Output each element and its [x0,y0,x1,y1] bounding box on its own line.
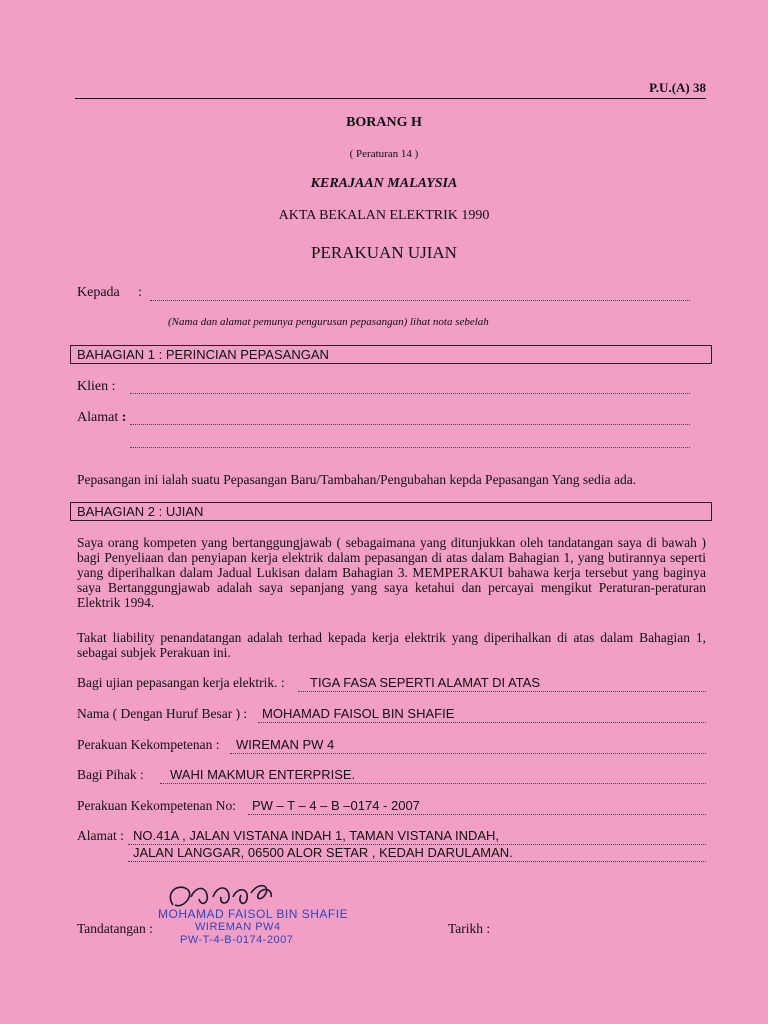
signature-label: Tandatangan : [77,921,153,936]
competency-field[interactable] [230,753,706,754]
kepada-colon: : [138,285,142,300]
name-value: MOHAMAD FAISOL BIN SHAFIE [262,706,455,721]
client-field[interactable] [130,393,690,394]
competency-no-value: PW – T – 4 – B –0174 - 2007 [252,798,420,813]
section1-heading: BAHAGIAN 1 : PERINCIAN PEPASANGAN [70,345,712,364]
test-value: TIGA FASA SEPERTI ALAMAT DI ATAS [310,675,540,690]
competency-no-field[interactable] [248,814,706,815]
kepada-field[interactable] [150,300,690,301]
party-label: Bagi Pihak : [77,767,144,782]
name-label: Nama ( Dengan Huruf Besar ) : [77,706,248,721]
government-title: KERAJAAN MALAYSIA [310,176,458,191]
stamp-line2: WIREMAN PW4 [195,921,281,933]
address-field-line2[interactable] [130,447,690,448]
address-label-colon: : [121,410,127,425]
competency-no-label: Perakuan Kekompetenan No: [77,798,236,813]
name-field[interactable] [258,722,706,723]
stamp-line3: PW-T-4-B-0174-2007 [180,934,294,946]
kepada-note: (Nama dan alamat pemunya pengurusan pepasangan) lihat nota sebelah [168,316,489,328]
test-field[interactable] [298,691,706,692]
address-label-text: Alamat [77,410,119,425]
liability-paragraph: Takat liability penandatangan adalah terhad kepada kerja elektrik yang diperihalkan di atas dalam Bahagian 1, sebagai subjek Perakuan ini. [77,630,706,660]
regulation-number: ( Peraturan 14 ) [349,148,419,160]
party-field[interactable] [160,783,706,784]
kepada-label: Kepada [77,285,120,300]
declaration-paragraph: Saya orang kompeten yang bertanggungjawab ( sebagaimana yang ditunjukkan oleh tandatangan saya di bawah ) bagi Penyeliaan dan penyiapan kerja elektrik dalam pepasangan di atas dalam Bahagian 1, yang butirannya seperti yang diperihalkan dalam Jadual Lukisan dalam Bahagian 3. MEMPERAKUI bahawa kerja tersebut yang baginya saya Bertanggungjawab adalah saya sepanjang yang saya ketahui dan percayai mengikut Peraturan-peraturan Elektrik 1994. [77,535,706,610]
party-value: WAHI MAKMUR ENTERPRISE. [170,767,356,782]
competency-label: Perakuan Kekompetenan : [77,737,220,752]
form-code: BORANG H [346,115,422,130]
holder-address-field2[interactable] [128,861,706,862]
client-label: Klien : [77,379,116,394]
act-title: AKTA BEKALAN ELEKTRIK 1990 [278,208,490,223]
installation-statement: Pepasangan ini ialah suatu Pepasangan Baru/Tambahan/Pengubahan kepda Pepasangan Yang sedia ada. [77,472,637,487]
address-label [77,410,126,426]
stamp-line1: MOHAMAD FAISOL BIN SHAFIE [158,907,349,921]
header-divider [75,98,706,99]
section2-heading: BAHAGIAN 2 : UJIAN [70,502,712,521]
date-label: Tarikh : [448,921,491,936]
regulation-reference: P.U.(A) 38 [649,80,706,95]
signature-stamp [155,875,349,955]
holder-address-line2: JALAN LANGGAR, 06500 ALOR SETAR , KEDAH DARULAMAN. [133,845,513,860]
competency-value: WIREMAN PW 4 [236,737,335,752]
test-label: Bagi ujian pepasangan kerja elektrik. : [77,675,285,690]
certificate-title: PERAKUAN UJIAN [311,243,457,262]
address-field-line1[interactable] [130,424,690,425]
holder-address-label: Alamat : [77,828,124,843]
holder-address-line1: NO.41A , JALAN VISTANA INDAH 1, TAMAN VISTANA INDAH, [133,828,500,843]
